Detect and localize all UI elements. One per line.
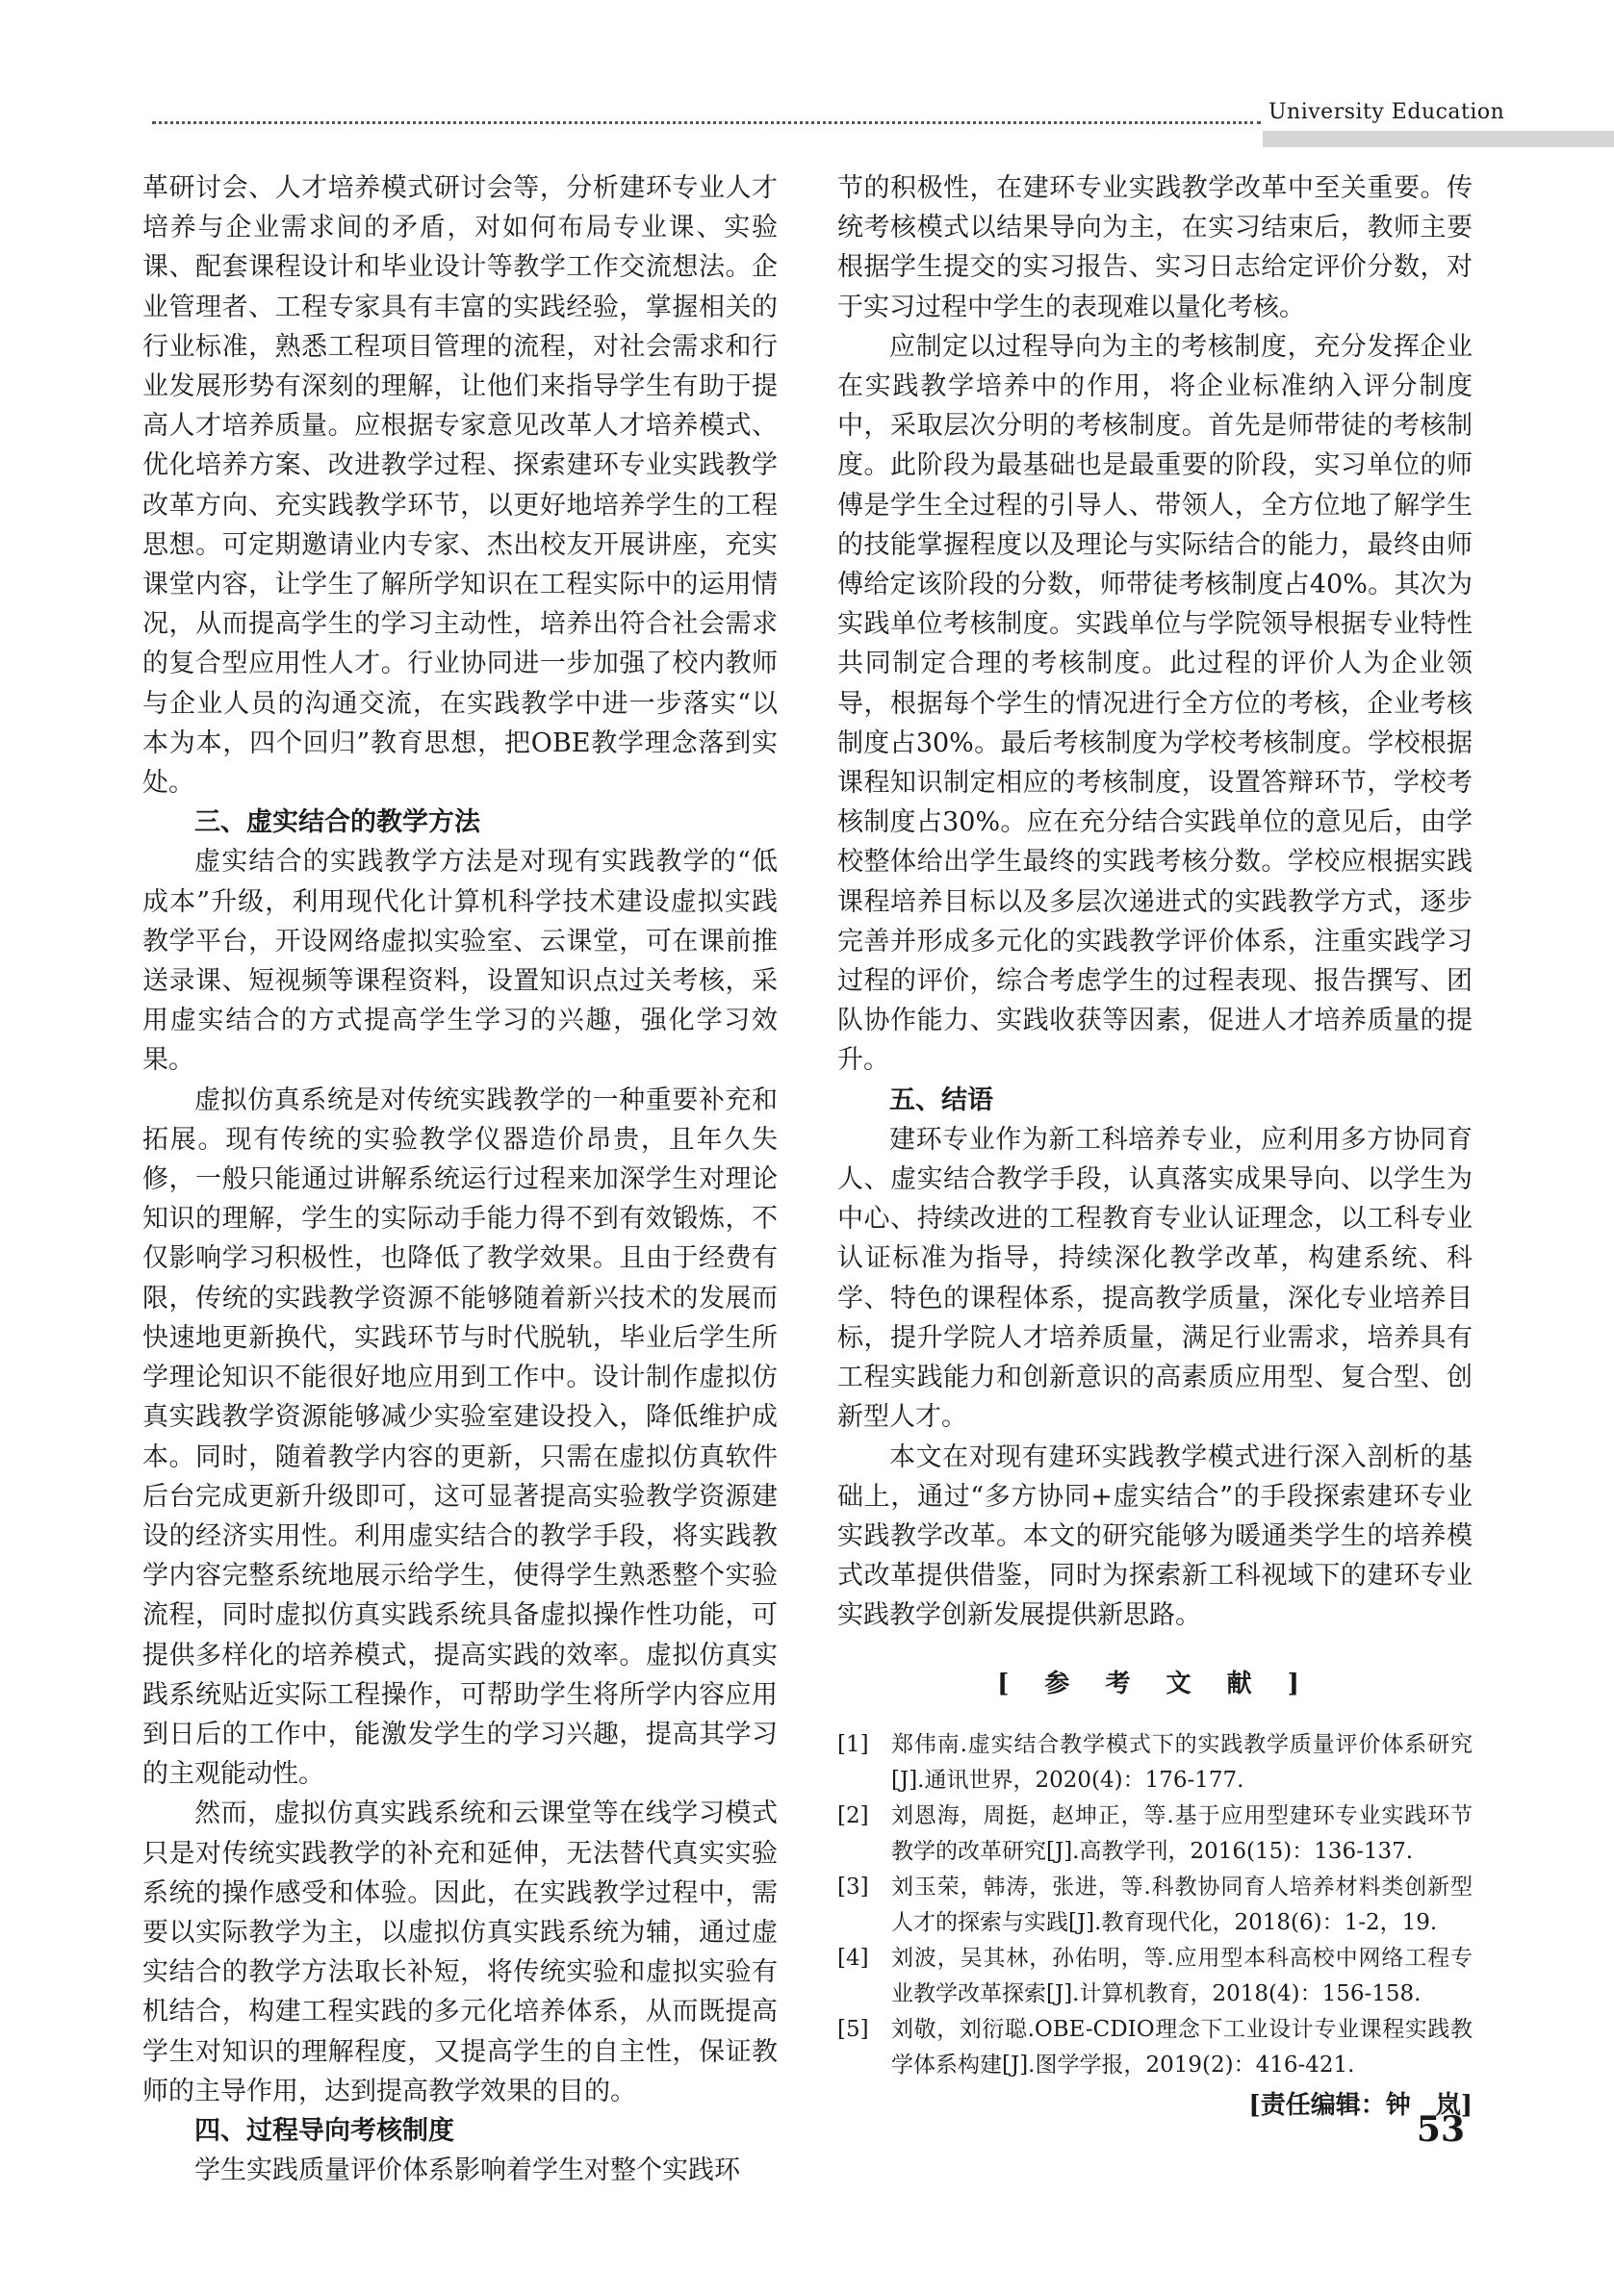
reference-number: [5] xyxy=(837,2016,869,2042)
reference-text: 刘敬，刘衍聪.OBE-CDIO理念下工业设计专业课程实践教学体系构建[J].图学学报，2019(2)：416-421. xyxy=(891,2016,1473,2078)
header-gray-bar xyxy=(1263,131,1614,147)
reference-item xyxy=(837,1870,1473,1941)
section-heading-4: 四、过程导向考核制度 xyxy=(194,2115,454,2146)
reference-item xyxy=(837,1727,1473,1799)
reference-number: [2] xyxy=(837,1802,869,1828)
reference-item xyxy=(837,1799,1473,1870)
right-column xyxy=(837,168,1473,2124)
section-heading-5: 五、结语 xyxy=(889,1084,993,1115)
paragraph: 学生实践质量评价体系影响着学生对整个实践环 xyxy=(194,2156,740,2186)
reference-text: 刘恩海，周挺，赵坤正，等.基于应用型建环专业实践环节教学的改革研究[J].高教学刊，2016(15)：136-137. xyxy=(891,1802,1473,1864)
paragraph: 本文在对现有建环实践教学模式进行深入剖析的基础上，通过“多方协同+虚实结合”的手段探索建环专业实践教学改革。本文的研究能够为暖通类学生的培养模式改革提供借鉴，同时为探索新工科视域下的建环专业实践教学创新发展提供新思路。 xyxy=(837,1441,1473,1631)
reference-item xyxy=(837,2012,1473,2083)
paragraph: 然而，虚拟仿真实践系统和云课堂等在线学习模式只是对传统实践教学的补充和延伸，无法替代真实实验系统的操作感受和体验。因此，在实践教学过程中，需要以实际教学为主，以虚拟仿真实践系统为辅，通过虚实结合的教学方法取长补短，将传统实验和虚拟实验有机结合，构建工程实践的多元化培养体系，从而既提高学生对知识的理解程度，又提高学生的自主性，保证教师的主导作用，达到提高教学效果的目的。 xyxy=(142,1799,778,2106)
paragraph: 虚拟仿真系统是对传统实践教学的一种重要补充和拓展。现有传统的实验教学仪器造价昂贵，且年久失修，一般只能通过讲解系统运行过程来加深学生对理论知识的理解，学生的实际动手能力得不到有效锻炼，不仅影响学习积极性，也降低了教学效果。且由于经费有限，传统的实践教学资源不能够随着新兴技术的发展而快速地更新换代，实践环节与时代脱轨，毕业后学生所学理论知识不能很好地应用到工作中。设计制作虚拟仿真实践教学资源能够减少实验室建设投入，降低维护成本。同时，随着教学内容的更新，只需在虚拟仿真软件后台完成更新升级即可，这可显著提高实验教学资源建设的经济实用性。利用虚实结合的教学手段，将实践教学内容完整系统地展示给学生，使得学生熟悉整个实验流程，同时虚拟仿真实践系统具备虚拟操作性功能，可提供多样化的培养模式，提高实践的效率。虚拟仿真实践系统贴近实际工程操作，可帮助学生将所学内容应用到日后的工作中，能激发学生的学习兴趣，提高其学习的主观能动性。 xyxy=(142,1084,778,1790)
left-column xyxy=(142,168,778,2190)
references-list xyxy=(837,1727,1473,2083)
reference-number: [1] xyxy=(837,1731,869,1757)
reference-number: [4] xyxy=(837,1945,869,1971)
paragraph: 建环专业作为新工科培养专业，应利用多方协同育人、虚实结合教学手段，认真落实成果导向、以学生为中心、持续改进的工程教育专业认证理念，以工科专业认证标准为指导，持续深化教学改革，构建系统、科学、特色的课程体系，提高教学质量，深化专业培养目标，提升学院人才培养质量，满足行业需求，培养具有工程实践能力和创新意识的高素质应用型、复合型、创新型人才。 xyxy=(837,1124,1473,1433)
references-title: [ 参 考 文 献 ] xyxy=(997,1669,1313,1698)
reference-text: 郑伟南.虚实结合教学模式下的实践教学质量评价体系研究[J].通讯世界，2020(4)：176-177. xyxy=(891,1731,1473,1793)
reference-number: [3] xyxy=(837,1874,869,1900)
paragraph: 应制定以过程导向为主的考核制度，充分发挥企业在实践教学培养中的作用，将企业标准纳入评分制度中，采取层次分明的考核制度。首先是师带徒的考核制度。此阶段为最基础也是最重要的阶段，实习单位的师傅是学生全过程的引导人、带领人，全方位地了解学生的技能掌握程度以及理论与实际结合的能力，最终由师傅给定该阶段的分数，师带徒考核制度占40%。其次为实践单位考核制度。实践单位与学院领导根据专业特性共同制定合理的考核制度。此过程的评价人为企业领导，根据每个学生的情况进行全方位的考核，企业考核制度占30%。最后考核制度为学校考核制度。学校根据课程知识制定相应的考核制度，设置答辩环节，学校考核制度占30%。应在充分结合实践单位的意见后，由学校整体给出学生最终的实践考核分数。学校应根据实践课程培养目标以及多层次递进式的实践教学方式，逐步完善并形成多元化的实践教学评价体系，注重实践学习过程的评价，综合考虑学生的过程表现、报告撰写、团队协作能力、实践收获等因素，促进人才培养质量的提升。 xyxy=(837,331,1473,1076)
reference-item xyxy=(837,1941,1473,2012)
journal-name-header: University Education xyxy=(1268,100,1505,124)
page-number: 53 xyxy=(1416,2109,1465,2150)
header-dotted-rule xyxy=(152,121,1261,124)
reference-text: 刘波，吴其林，孙佑明，等.应用型本科高校中网络工程专业教学改革探索[J].计算机教育，2018(4)：156-158. xyxy=(891,1945,1473,2006)
reference-text: 刘玉荣，韩涛，张进，等.科教协同育人培养材料类创新型人才的探索与实践[J].教育现代化，2018(6)：1-2，19. xyxy=(891,1874,1473,1935)
paragraph: 节的积极性，在建环专业实践教学改革中至关重要。传统考核模式以结果导向为主，在实习结束后，教师主要根据学生提交的实习报告、实习日志给定评价分数，对于实习过程中学生的表现难以量化考核。 xyxy=(837,173,1473,322)
paragraph: 虚实结合的实践教学方法是对现有实践教学的“低成本”升级，利用现代化计算机科学技术建设虚拟实践教学平台，开设网络虚拟实验室、云课堂，可在课前推送录课、短视频等课程资料，设置知识点过关考核，采用虚实结合的方式提高学生学习的兴趣，强化学习效果。 xyxy=(142,847,778,1076)
section-heading-3: 三、虚实结合的教学方法 xyxy=(194,807,480,838)
paragraph: 革研讨会、人才培养模式研讨会等，分析建环专业人才培养与企业需求间的矛盾，对如何布局专业课、实验课、配套课程设计和毕业设计等教学工作交流想法。企业管理者、工程专家具有丰富的实践经验，掌握相关的行业标准，熟悉工程项目管理的流程，对社会需求和行业发展形势有深刻的理解，让他们来指导学生有助于提高人才培养质量。应根据专家意见改革人才培养模式、优化培养方案、改进教学过程、探索建环专业实践教学改革方向、充实践教学环节，以更好地培养学生的工程思想。可定期邀请业内专家、杰出校友开展讲座，充实课堂内容，让学生了解所学知识在工程实际中的运用情况，从而提高学生的学习主动性，培养出符合社会需求的复合型应用性人才。行业协同进一步加强了校内教师与企业人员的沟通交流，在实践教学中进一步落实“以本为本，四个回归”教育思想，把OBE教学理念落到实处。 xyxy=(142,173,778,799)
responsible-editor: [责任编辑：钟 岚] xyxy=(1248,2090,1473,2120)
